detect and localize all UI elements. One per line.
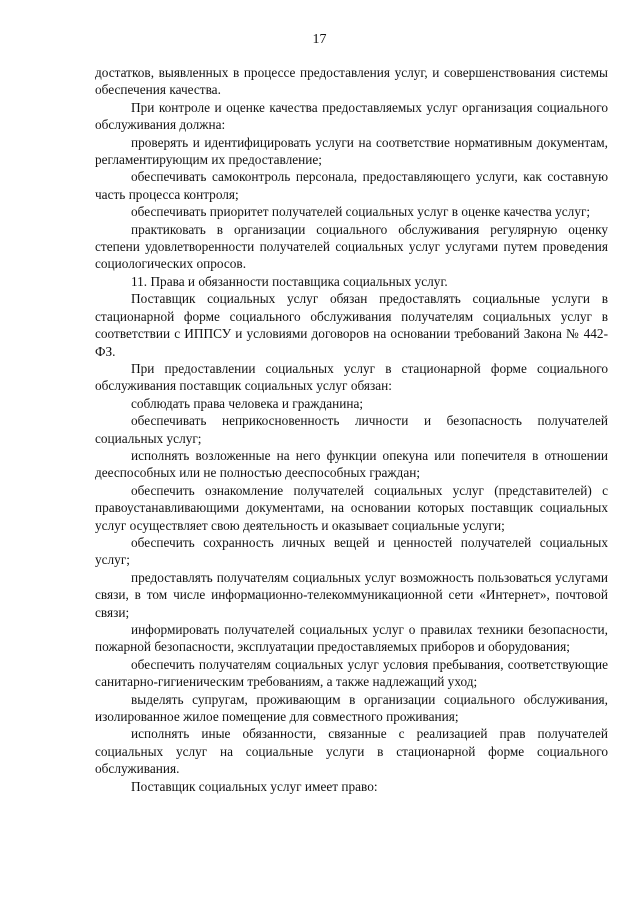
paragraph: При контроле и оценке качества предоставляемых услуг организация социального обслуживания должна: [95, 99, 608, 133]
list-item: обеспечить ознакомление получателей социальных услуг (представителей) с правоустанавливающими документами, на основании которых поставщик социальных услуг осуществляет свою деятельность и оказывает социальные услуги; [95, 482, 608, 533]
list-item: обеспечивать приоритет получателей социальных услуг в оценке качества услуг; [131, 204, 591, 220]
list-item: соблюдать права человека и гражданина; [131, 395, 364, 411]
paragraph: Поставщик социальных услуг имеет право: [131, 778, 378, 794]
list-item: проверять и идентифицировать услуги на соответствие нормативным документам, регламентирующим их предоставление; [95, 134, 608, 168]
page-number: 17 [312, 32, 327, 47]
list-item: выделять супругам, проживающим в организации социального обслуживания, изолированное жилое помещение для совместного проживания; [95, 691, 608, 725]
paragraph: При предоставлении социальных услуг в стационарной форме социального обслуживания поставщик социальных услуг обязан: [95, 360, 608, 394]
list-item: предоставлять получателям социальных услуг возможность пользоваться услугами связи, в том числе информационно-телекоммуникационной сети «Интернет», почтовой связи; [95, 569, 608, 620]
list-item: обеспечивать самоконтроль персонала, предоставляющего услуги, как составную часть процесса контроля; [95, 169, 608, 202]
paragraph: Поставщик социальных услуг обязан предоставлять социальные услуги в стационарной форме социального обслуживания получателям социальных услуг в соответствии с ИППСУ и условиями договоров на основании требований Закона № 442-ФЗ. [95, 291, 608, 359]
list-item: обеспечивать неприкосновенность личности и безопасность получателей социальных услуг; [95, 413, 608, 446]
paragraph: достатков, выявленных в процессе предоставления услуг, и совершенствования системы обеспечения качества. [95, 65, 608, 98]
section-heading: 11. Права и обязанности поставщика социальных услуг. [131, 273, 448, 289]
list-item: обеспечить сохранность личных вещей и ценностей получателей социальных услуг; [95, 534, 608, 568]
list-item: обеспечить получателям социальных услуг условия пребывания, соответствующие санитарно-гигиеническим требованиям, а также надлежащий уход; [95, 656, 608, 690]
list-item: практиковать в организации социального обслуживания регулярную оценку степени удовлетворенности получателей социальных услуг услугами путем проведения социологических опросов. [95, 221, 608, 272]
list-item: исполнять иные обязанности, связанные с реализацией прав получателей социальных услуг на социальные услуги в стационарной форме социального обслуживания. [95, 726, 608, 777]
list-item: информировать получателей социальных услуг о правилах техники безопасности, пожарной безопасности, эксплуатации предоставляемых приборов и оборудования; [95, 622, 608, 655]
list-item: исполнять возложенные на него функции опекуна или попечителя в отношении дееспособных или не полностью дееспособных граждан; [95, 447, 608, 481]
page-body-text [95, 64, 608, 795]
